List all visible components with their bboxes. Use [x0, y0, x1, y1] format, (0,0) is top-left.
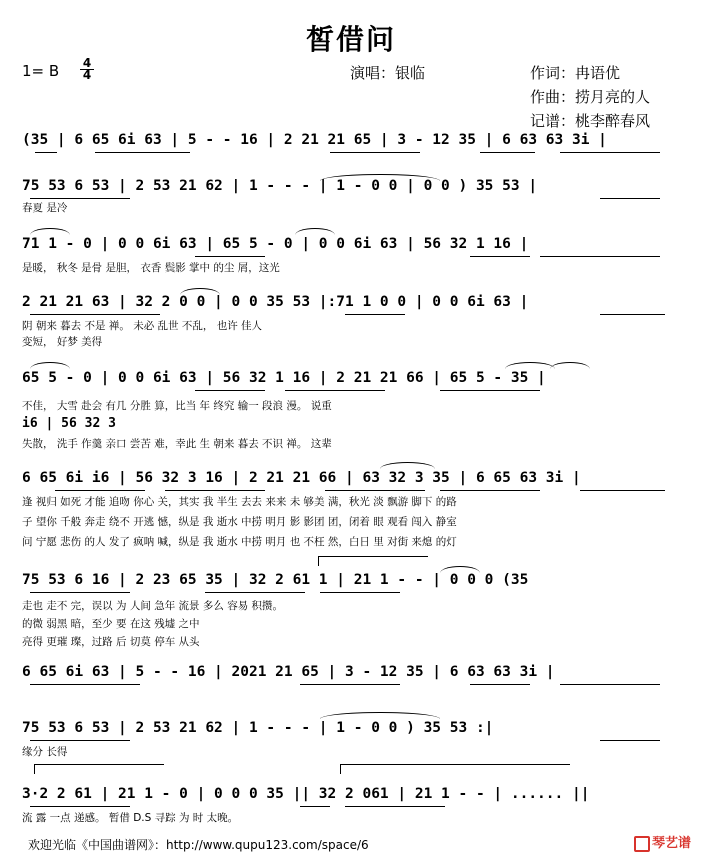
score-line: 6 65 6i i6 | 56 32 3 16 | 2 21 21 66 | 63 32 3 35 | 6 65 63 3i | — [22, 470, 581, 486]
time-signature — [80, 58, 94, 81]
score-line: 71 1 - 0 | 0 0 6i 63 | 65 5 - 0 | 0 0 6i 63 | 56 32 1 16 | — [22, 236, 529, 252]
logo-icon — [634, 836, 650, 852]
lyric-line: 逢 视归 如死 才能 追吻 你心 关，其实 我 半生 去去 来来 未 够美 满，秋光 淡 飘游 脚下 的路 — [22, 496, 457, 508]
time-signature-bottom: 4 — [82, 68, 92, 82]
time-signature-top: 4 — [80, 58, 94, 70]
score-line: (35 | 6 65 6i 63 | 5 - - 16 | 2 21 21 65 | 3 - 12 35 | 6 63 63 3i | — [22, 132, 607, 148]
lyric-line: 缘分 长得 — [22, 746, 68, 758]
lyric-line: 流 露 一点 递感。 暂借 D.S 寻踪 为 时 太晚。 — [22, 812, 239, 824]
score-line: 2 21 21 63 | 32 2 0 0 | 0 0 35 53 |:71 1 0 0 | 0 0 6i 63 | — [22, 294, 529, 310]
lyric-line: 不佳， 大雪 赴会 有几 分胜 算，比当 年 终究 输一 段浪 漫。 说重 — [22, 400, 332, 412]
lyric-line: 失散， 洗手 作羹 亲口 尝苦 难，幸此 生 朝来 暮去 不识 禅。 这辈 — [22, 438, 332, 450]
logo-text: 琴艺谱 — [652, 836, 692, 851]
page-title: 皙借问 — [305, 23, 396, 56]
site-logo — [634, 832, 691, 852]
alt-notes-line: i6 | 56 32 3 — [22, 416, 116, 431]
score-line: 75 53 6 53 | 2 53 21 62 | 1 - - - | 1 - 0 0 | 0 0 ) 35 53 | — [22, 178, 538, 194]
key-signature: 1= B — [22, 62, 60, 80]
lyric-line: 春夏 是冷 — [22, 202, 68, 214]
lyric-line: 是暖， 秋冬 是骨 是胆， 衣香 鬓影 掌中 的尘 屑，这光 — [22, 262, 280, 274]
footer-text: 欢迎光临《中国曲谱网》：http://www.qupu123.com/space/6 — [28, 838, 369, 852]
lyric-line: 子 望你 千般 奔走 绕不 开逃 憾，纵是 我 逝水 中捞 明月 影 影团 团，闭着 眼 观看 闯入 静室 — [22, 516, 457, 528]
singer-credit: 演唱：银临 — [350, 64, 426, 82]
lyric-line: 问 宁愿 悲伤 的人 发了 疯呐 喊，纵是 我 逝水 中捞 明月 也 不枉 然，白日 里 对街 来熄 的灯 — [22, 536, 457, 548]
score-line: 6 65 6i 63 | 5 - - 16 | 2021 21 65 | 3 - 12 35 | 6 63 63 3i | — [22, 664, 555, 680]
lyric-line: 变短， 好梦 美得 — [22, 336, 103, 348]
lyric-line: 亮得 更璀 璨，过路 后 切莫 停车 从头 — [22, 636, 200, 648]
score-line: 75 53 6 16 | 2 23 65 35 | 32 2 61 1 | 21 1 - - | 0 0 0 (35 — [22, 572, 529, 588]
transcriber-credit: 记谱：桃李醉春风 — [530, 112, 651, 130]
score-line: 75 53 6 53 | 2 53 21 62 | 1 - - - | 1 - 0 0 ) 35 53 :| — [22, 720, 494, 736]
composer-credit: 作曲：捞月亮的人 — [530, 88, 651, 106]
lyric-line: 阴 朝来 暮去 不是 禅。 未必 乱世 不乱， 也许 佳人 — [22, 320, 263, 332]
lyric-line: 走也 走不 完，误以 为 人间 急年 流景 多么 容易 积攒。 — [22, 600, 284, 612]
score-line: 65 5 - 0 | 0 0 6i 63 | 56 32 1 16 | 2 21 21 66 | 65 5 - 35 | — [22, 370, 546, 386]
score-line: 3·2 2 61 | 21 1 - 0 | 0 0 0 35 || 32 2 061 | 21 1 - - | ...... || — [22, 786, 590, 802]
lyricist-credit: 作词：冉语优 — [530, 64, 621, 82]
lyric-line: 的微 弱黑 暗，至少 要 在这 残墟 之中 — [22, 618, 200, 630]
